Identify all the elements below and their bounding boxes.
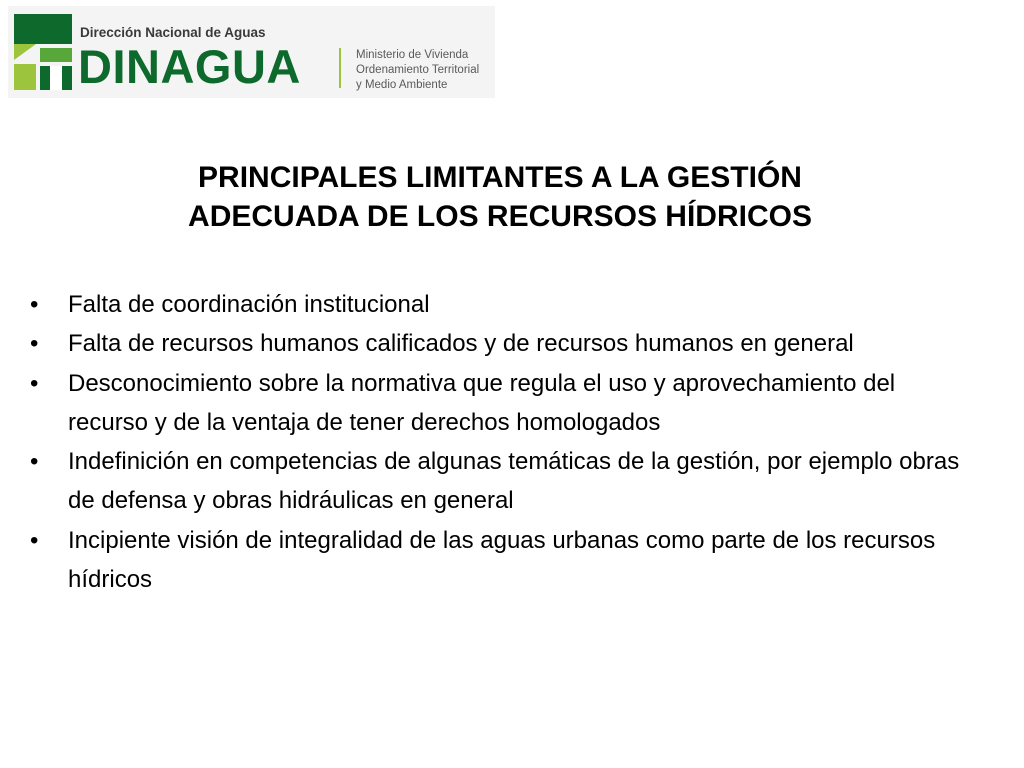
- emblem-mid-bar: [40, 48, 72, 62]
- logo-divider: [339, 48, 341, 88]
- dinagua-logo: [8, 6, 495, 98]
- emblem-green-wedge: [14, 44, 36, 60]
- list-item: [30, 521, 970, 600]
- logo-wordmark: DINAGUA: [78, 40, 301, 93]
- list-item-text: Indefinición en competencias de algunas temáticas de la gestión, por ejemplo obras de defensa y obras hidráulicas en general: [68, 448, 960, 515]
- ministry-line: Ministerio de Vivienda: [356, 49, 469, 61]
- limitations-list: [30, 285, 970, 599]
- emblem-notch: [50, 66, 62, 90]
- list-item: [30, 324, 970, 363]
- list-item-text: Desconocimiento sobre la normativa que regula el uso y aprovechamiento del recurso y de la ventaja de tener derechos homologados: [68, 369, 896, 436]
- list-item-text: Falta de coordinación institucional: [68, 291, 430, 318]
- logo-subtitle: Dirección Nacional de Aguas: [80, 25, 266, 40]
- slide-title: [0, 158, 1000, 236]
- dinagua-emblem-icon: [14, 14, 72, 90]
- slide-title-line-1: PRINCIPALES LIMITANTES A LA GESTIÓN: [198, 161, 802, 194]
- list-item-text: Falta de recursos humanos calificados y de recursos humanos en general: [68, 330, 854, 358]
- list-item: [30, 442, 970, 521]
- slide-title-line-2: ADECUADA DE LOS RECURSOS HÍDRICOS: [188, 200, 812, 233]
- bullet-icon: •: [30, 291, 39, 318]
- bullet-icon: •: [30, 526, 39, 554]
- logo-ministry: [356, 48, 479, 93]
- bullet-icon: •: [30, 448, 39, 476]
- list-item: [30, 285, 970, 324]
- ministry-line: Ordenamiento Territorial: [356, 64, 480, 76]
- emblem-top-bar: [14, 14, 72, 44]
- emblem-left-block: [14, 64, 36, 90]
- list-item-text: Incipiente visión de integralidad de las aguas urbanas como parte de los recursos hídricos: [68, 526, 936, 594]
- bullet-icon: •: [30, 369, 39, 397]
- ministry-line: y Medio Ambiente: [356, 79, 448, 91]
- list-item: [30, 364, 970, 443]
- bullet-icon: •: [30, 330, 39, 358]
